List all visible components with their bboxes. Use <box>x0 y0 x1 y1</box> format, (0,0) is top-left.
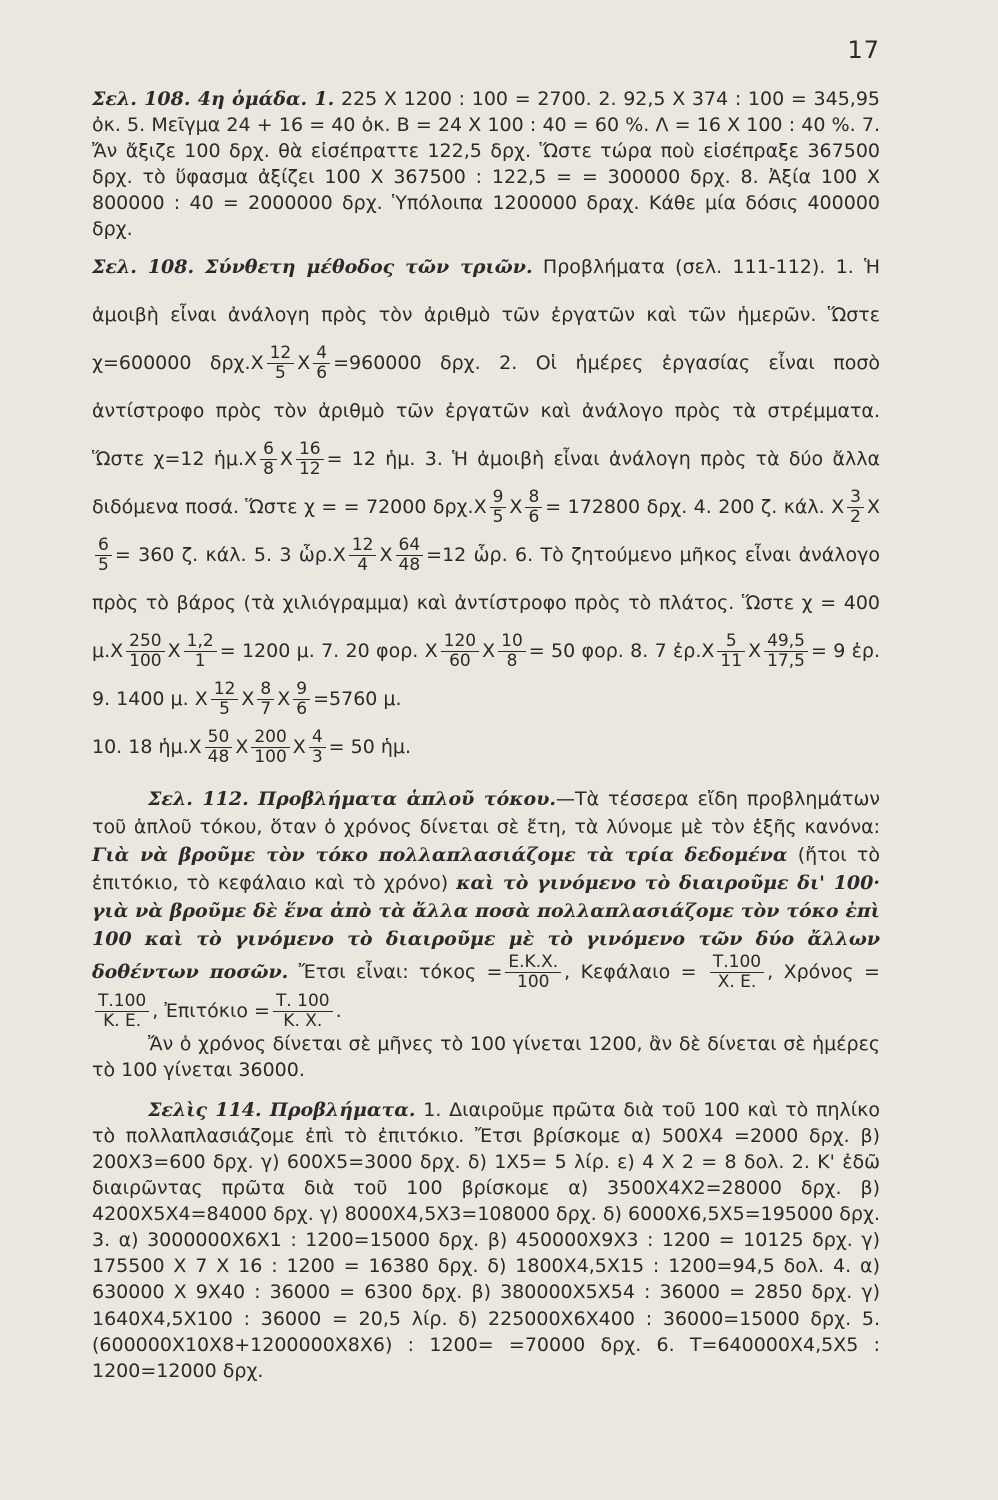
paragraph-problem-10 <box>92 723 880 771</box>
fraction <box>710 953 764 992</box>
fraction <box>498 632 526 671</box>
times-sign: X <box>277 687 291 710</box>
section-label: Σελ. 112. Προβλήματα ἁπλοῦ τόκου. <box>148 787 556 810</box>
fraction-numerator: 12 <box>267 344 295 364</box>
fraction-denominator: 100 <box>254 746 287 767</box>
rule-text: καὶ τὸ γινόμενο τὸ διαιροῦμε δι' 100· γιὰ νὰ βροῦμε δὲ ἕνα ἀπὸ τὰ ἄλλα ποσὰ πολλαπλασιάζομε τὸν τόκο ἐπὶ 100 καὶ τὸ γινόμενο τὸ διαιροῦμε μὲ τὸ γινόμενο τῶν δύο ἄλλων δοθέντων ποσῶν. <box>92 871 880 983</box>
times-sign: X <box>379 543 393 566</box>
fraction-denominator: 3 <box>311 746 323 767</box>
fraction-numerator: 6 <box>95 536 112 556</box>
times-sign: X <box>241 687 255 710</box>
paragraph-text: (ἤτοι τὸ ἐπιτόκιο, τὸ κεφάλαιο καὶ τὸ χρόνο) <box>92 843 880 894</box>
fraction-numerator: 120 <box>441 632 479 652</box>
fraction <box>95 992 149 1031</box>
fraction-numerator: 64 <box>396 536 424 556</box>
fraction-numerator: Ε.Κ.Χ. <box>505 953 561 973</box>
fraction <box>764 632 808 671</box>
fraction-numerator: 8 <box>525 488 542 508</box>
fraction <box>296 440 324 479</box>
fraction <box>490 488 507 527</box>
fraction-denominator: 1 <box>194 650 206 671</box>
fraction-denominator: 5 <box>492 506 504 527</box>
fraction-numerator: 6 <box>260 440 277 460</box>
paragraph-text: = 1200 μ. 7. 20 φορ. X <box>219 639 438 662</box>
paragraph-text: , Κεφάλαιο = <box>564 960 697 983</box>
fraction-denominator: 100 <box>517 971 550 992</box>
fraction-numerator: 3 <box>847 488 864 508</box>
section-label: Σελ. 108. 4η ὁμάδα. 1. <box>92 88 335 110</box>
fraction-numerator: Τ.100 <box>95 992 149 1012</box>
times-sign: X <box>235 735 249 758</box>
fraction <box>309 728 326 767</box>
paragraph-text: = 50 ἡμ. <box>328 735 412 758</box>
fraction <box>273 992 333 1031</box>
fraction-numerator: 12 <box>211 680 239 700</box>
times-sign: X <box>748 639 762 662</box>
paragraph-text: = 12 ἡμ. 3. Ἡ ἀμοιβὴ εἶναι ἀνάλογη πρὸς τὰ δύο ἄλλα διδόμενα ποσά. Ὥστε χ = = 72000 δρχ.X <box>92 447 881 518</box>
fraction-denominator: 100 <box>129 650 162 671</box>
fraction <box>313 344 330 383</box>
fraction-numerator: 9 <box>293 680 310 700</box>
fraction-denominator: Κ. Χ. <box>283 1010 323 1031</box>
fraction-denominator: 5 <box>98 554 109 575</box>
paragraph-note: Ἄν ὁ χρόνος δίνεται σὲ μῆνες τὸ 100 γίνεται 1200, ἂν δὲ δίνεται σὲ ἡμέρες τὸ 100 γίνεται 36000. <box>92 1032 880 1081</box>
fraction <box>349 536 377 575</box>
paragraph-compound-rule <box>92 243 880 723</box>
page-body <box>92 86 880 1384</box>
fraction-numerator: 5 <box>717 632 745 652</box>
times-sign: X <box>292 735 306 758</box>
paragraph-text: = 360 ζ. κάλ. 5. 3 ὧρ.X <box>114 543 346 566</box>
fraction <box>260 440 277 479</box>
fraction-numerator: 1,2 <box>184 632 217 652</box>
paragraph-sel108-group4 <box>92 86 880 243</box>
fraction-denominator: Κ. Ε. <box>103 1010 142 1031</box>
fraction-numerator: 9 <box>490 488 507 508</box>
paragraph-text: = 9 ἐρ. 9. 1400 μ. X <box>92 639 880 710</box>
paragraph-text: =12 ὧρ. 6. Τὸ ζητούμενο μῆκος εἶναι ἀνάλογο πρὸς τὸ βάρος (τὰ χιλιόγραμμα) καὶ ἀντίστροφο πρὸς τὸ πλάτος. Ὥστε χ = 400 μ.X <box>92 543 880 662</box>
fraction-denominator: 7 <box>260 698 272 719</box>
paragraph-text: =5760 μ. <box>313 687 402 710</box>
fraction-denominator: 5 <box>219 698 230 719</box>
fraction <box>251 728 289 767</box>
paragraph-text: . <box>335 999 342 1022</box>
rule-text: Γιὰ νὰ βροῦμε τὸν τόκο πολλαπλασιάζομε τὰ τρία δεδομένα <box>92 843 788 866</box>
fraction-numerator: 50 <box>205 728 233 748</box>
paragraph-simple-interest <box>92 785 880 1031</box>
fraction-denominator: 48 <box>207 746 230 767</box>
paragraph-text: Προβλήματα (σελ. 111-112). <box>542 255 826 278</box>
fraction <box>293 680 310 719</box>
paragraph-sel114 <box>92 1097 880 1384</box>
times-sign: X <box>297 351 311 374</box>
times-sign: X <box>866 495 880 518</box>
fraction-numerator: 250 <box>126 632 164 652</box>
fraction-numerator: 16 <box>296 440 324 460</box>
fraction <box>267 344 295 383</box>
fraction-numerator: 4 <box>309 728 326 748</box>
fraction-denominator: 11 <box>720 650 743 671</box>
fraction-denominator: 2 <box>850 506 861 527</box>
fraction <box>847 488 864 527</box>
paragraph-text: —Τὰ τέσσερα εἴδη προβλημάτων τοῦ ἁπλοῦ τόκου, ὅταν ὁ χρόνος δίνεται σὲ ἔτη, τὰ λύνομε μὲ τὸν ἑξῆς κανόνα: <box>92 787 881 838</box>
paragraph-text: Ἔτσι εἶναι: τόκος = <box>298 960 503 983</box>
fraction <box>205 728 233 767</box>
paragraph-text: = 50 φορ. 8. 7 ἐρ.X <box>528 639 715 662</box>
paragraph-text: , Ἐπιτόκιο = <box>152 999 270 1022</box>
fraction-numerator: 4 <box>313 344 330 364</box>
paragraph-text: 225 X 1200 : 100 = 2700. 2. 92,5 X 374 : 100 = 345,95 ὀκ. 5. Μεῖγμα 24 + 16 = 40 ὀκ. Β = 24 X 100 : 40 = 60 %. Λ = 16 X 100 : 40 %. 7. Ἄν ἄξιζε 100 δρχ. θὰ εἰσέπραττε 122,5 δρχ. Ὥστε τώρα ποὺ εἰσέπραξε 367500 δρχ. τὸ ὕφασμα ἀξίζει 100 X 367500 : 122,5 = = 300000 δρχ. 8. Ἀξία 100 X 800000 : 40 = 2000000 δρχ. Ὑπόλοιπα 1200000 δραχ. Κάθε μία δόσις 400000 δρχ. <box>92 88 881 241</box>
fraction-denominator: 4 <box>357 554 369 575</box>
fraction <box>717 632 745 671</box>
fraction <box>211 680 239 719</box>
fraction-denominator: 8 <box>506 650 518 671</box>
paragraph-text: 1. Διαιροῦμε πρῶτα διὰ τοῦ 100 καὶ τὸ πηλίκο τὸ πολλαπλασιάζομε ἐπὶ τὸ ἐπιτόκιο. Ἔτσι βρίσκομε α) 500Χ4 =2000 δρχ. β) 200Χ3=600 δρχ. γ) 600Χ5=3000 δρχ. δ) 1Χ5= 5 λίρ. ε) 4 Χ 2 = 8 δολ. 2. Κ' ἐδῶ διαιρῶντας πρῶτα διὰ τοῦ 100 βρίσκομε α) 3500Χ4Χ2=28000 δρχ. β) 4200Χ5Χ4=84000 δρχ. γ) 8000Χ4,5Χ3=108000 δρχ. δ) 6000Χ6,5Χ5=195000 δρχ. 3. α) 3000000Χ6Χ1 : 1200=15000 δρχ. β) 450000Χ9Χ3 : 1200 = 10125 δρχ. γ) 175500 Χ 7 Χ 16 : 1200 = 16380 δρχ. δ) 1800Χ4,5Χ15 : 1200=94,5 δολ. 4. α) 630000 Χ 9Χ40 : 36000 = 6300 δρχ. β) 380000Χ5Χ54 : 36000 = 2850 δρχ. γ) 1640Χ4,5Χ100 : 36000 = 20,5 λίρ. δ) 225000Χ6Χ400 : 36000=15000 δρχ. 5. (600000Χ10Χ8+1200000Χ8Χ6) : 1200= =70000 δρχ. 6. Τ=640000Χ4,5Χ5 : 1200=12000 δρχ. <box>92 1098 881 1382</box>
paragraph-text: =960000 δρχ. 2. Οἱ ἡμέρες ἐργασίας εἶναι ποσὸ ἀντίστροφο πρὸς τὸν ἀριθμὸ τῶν ἐργατῶν καὶ ἀνάλογο πρὸς τὰ στρέμματα. Ὥστε χ=12 ἡμ.X <box>92 351 880 470</box>
times-sign: X <box>167 639 181 662</box>
fraction <box>505 953 561 992</box>
fraction-numerator: 49,5 <box>764 632 808 652</box>
fraction-denominator: 6 <box>528 506 540 527</box>
fraction <box>95 536 112 575</box>
fraction-denominator: 48 <box>398 554 421 575</box>
fraction <box>525 488 542 527</box>
fraction-numerator: 8 <box>257 680 274 700</box>
fraction-numerator: 12 <box>349 536 377 556</box>
fraction <box>396 536 424 575</box>
times-sign: X <box>509 495 523 518</box>
fraction <box>126 632 164 671</box>
fraction-denominator: 17,5 <box>767 650 805 671</box>
times-sign: X <box>482 639 496 662</box>
fraction <box>257 680 274 719</box>
fraction <box>441 632 479 671</box>
fraction <box>184 632 217 671</box>
fraction-denominator: Χ. Ε. <box>717 971 757 992</box>
paragraph-text: = 172800 δρχ. 4. 200 ζ. κάλ. X <box>545 495 845 518</box>
fraction-numerator: 200 <box>251 728 289 748</box>
fraction-denominator: 5 <box>275 362 286 383</box>
fraction-numerator: Τ.100 <box>710 953 764 973</box>
fraction-denominator: 12 <box>298 458 321 479</box>
paragraph-text: 1. Ἡ ἀμοιβὴ εἶναι ἀνάλογη πρὸς τὸν ἀριθμὸ τῶν ἐργατῶν καὶ τῶν ἡμερῶν. Ὥστε χ=600000 δρχ.X <box>92 255 881 374</box>
fraction-denominator: 6 <box>296 698 308 719</box>
paragraph-text: 10. 18 ἡμ.X <box>92 735 202 758</box>
times-sign: X <box>279 447 293 470</box>
page-number: 17 <box>847 36 880 64</box>
fraction-numerator: Τ. 100 <box>273 992 333 1012</box>
section-label: Σελ. 108. Σύνθετη μέθοδος τῶν τριῶν. <box>92 255 533 278</box>
fraction-denominator: 60 <box>449 650 471 671</box>
section-label: Σελὶς 114. Προβλήματα. <box>148 1098 416 1121</box>
fraction-numerator: 10 <box>498 632 526 652</box>
paragraph-text: , Χρόνος = <box>767 960 880 983</box>
fraction-denominator: 6 <box>316 362 328 383</box>
fraction-denominator: 8 <box>263 458 274 479</box>
